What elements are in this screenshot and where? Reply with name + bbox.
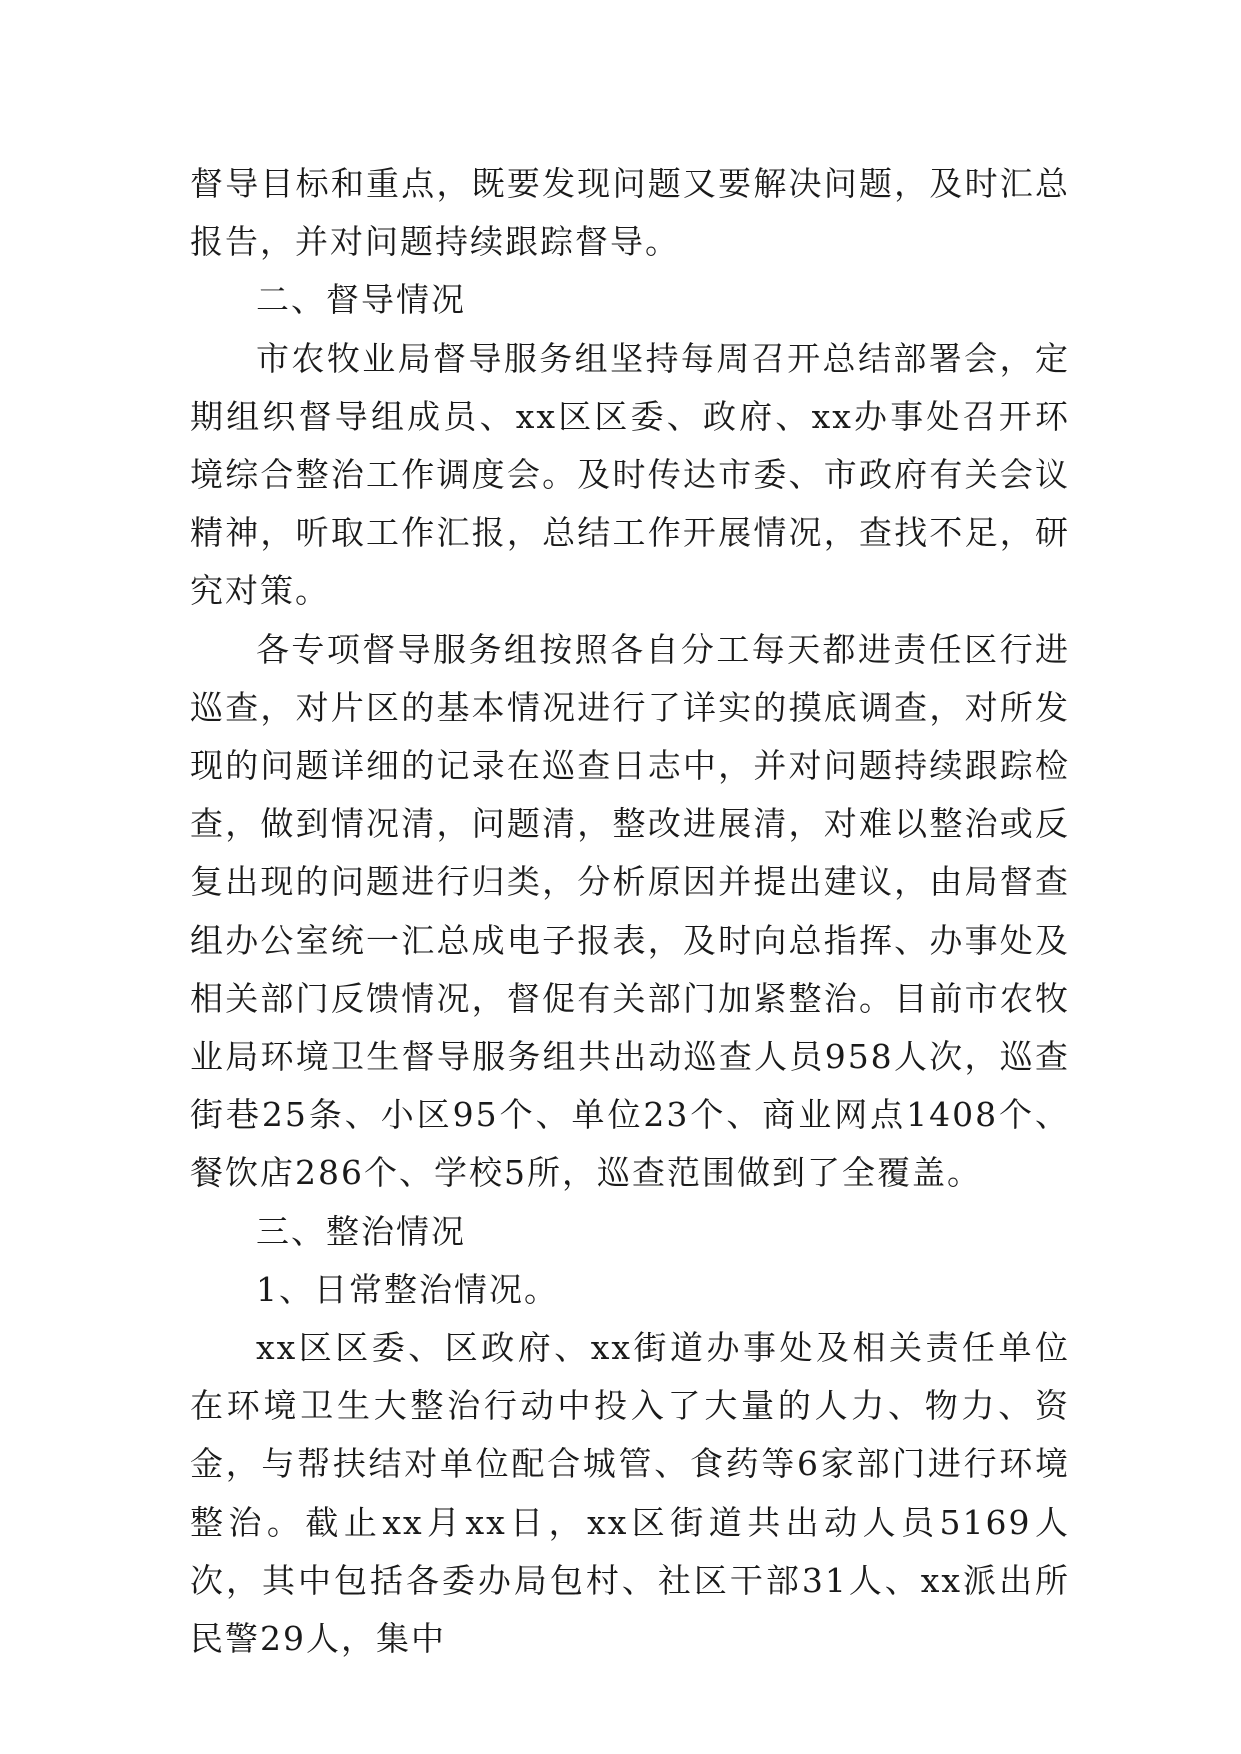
- paragraph-continuation: 督导目标和重点，既要发现问题又要解决问题，及时汇总报告，并对问题持续跟踪督导。: [190, 164, 1070, 262]
- section-heading-rectification: 三、整治情况: [256, 1211, 466, 1251]
- section-heading-supervision: 二、督导情况: [256, 280, 466, 320]
- paragraph-supervision-inspections: 各专项督导服务组按照各自分工每天都进责任区行进巡查，对片区的基本情况进行了详实的摸底调查，对所发现的问题详细的记录在巡查日志中，并对问题持续跟踪检查，做到情况清，问题清，整改进展清，对难以整治或反复出现的问题进行归类，分析原因并提出建议，由局督查组办公室统一汇总成电子报表，及时向总指挥、办事处及相关部门反馈情况，督促有关部门加紧整治。目前市农牧业局环境卫生督导服务组共出动巡查人员958人次，巡查街巷25条、小区95个、单位23个、商业网点1408个、餐饮店286个、学校5所，巡查范围做到了全覆盖。: [190, 629, 1070, 1193]
- paragraph-supervision-meetings: 市农牧业局督导服务组坚持每周召开总结部署会，定期组织督导组成员、xx区区委、政府、xx办事处召开环境综合整治工作调度会。及时传达市委、市政府有关会议精神，听取工作汇报，总结工作开展情况，查找不足，研究对策。: [190, 338, 1070, 611]
- subsection-heading-daily: 1、日常整治情况。: [256, 1269, 559, 1309]
- document-body: [190, 155, 1070, 1668]
- paragraph-daily-rectification: xx区区委、区政府、xx街道办事处及相关责任单位在环境卫生大整治行动中投入了大量的人力、物力、资金，与帮扶结对单位配合城管、食药等6家部门进行环境整治。截止xx月xx日，xx区街道共出动人员5169人次，其中包括各委办局包村、社区干部31人、xx派出所民警29人，集中: [190, 1328, 1070, 1659]
